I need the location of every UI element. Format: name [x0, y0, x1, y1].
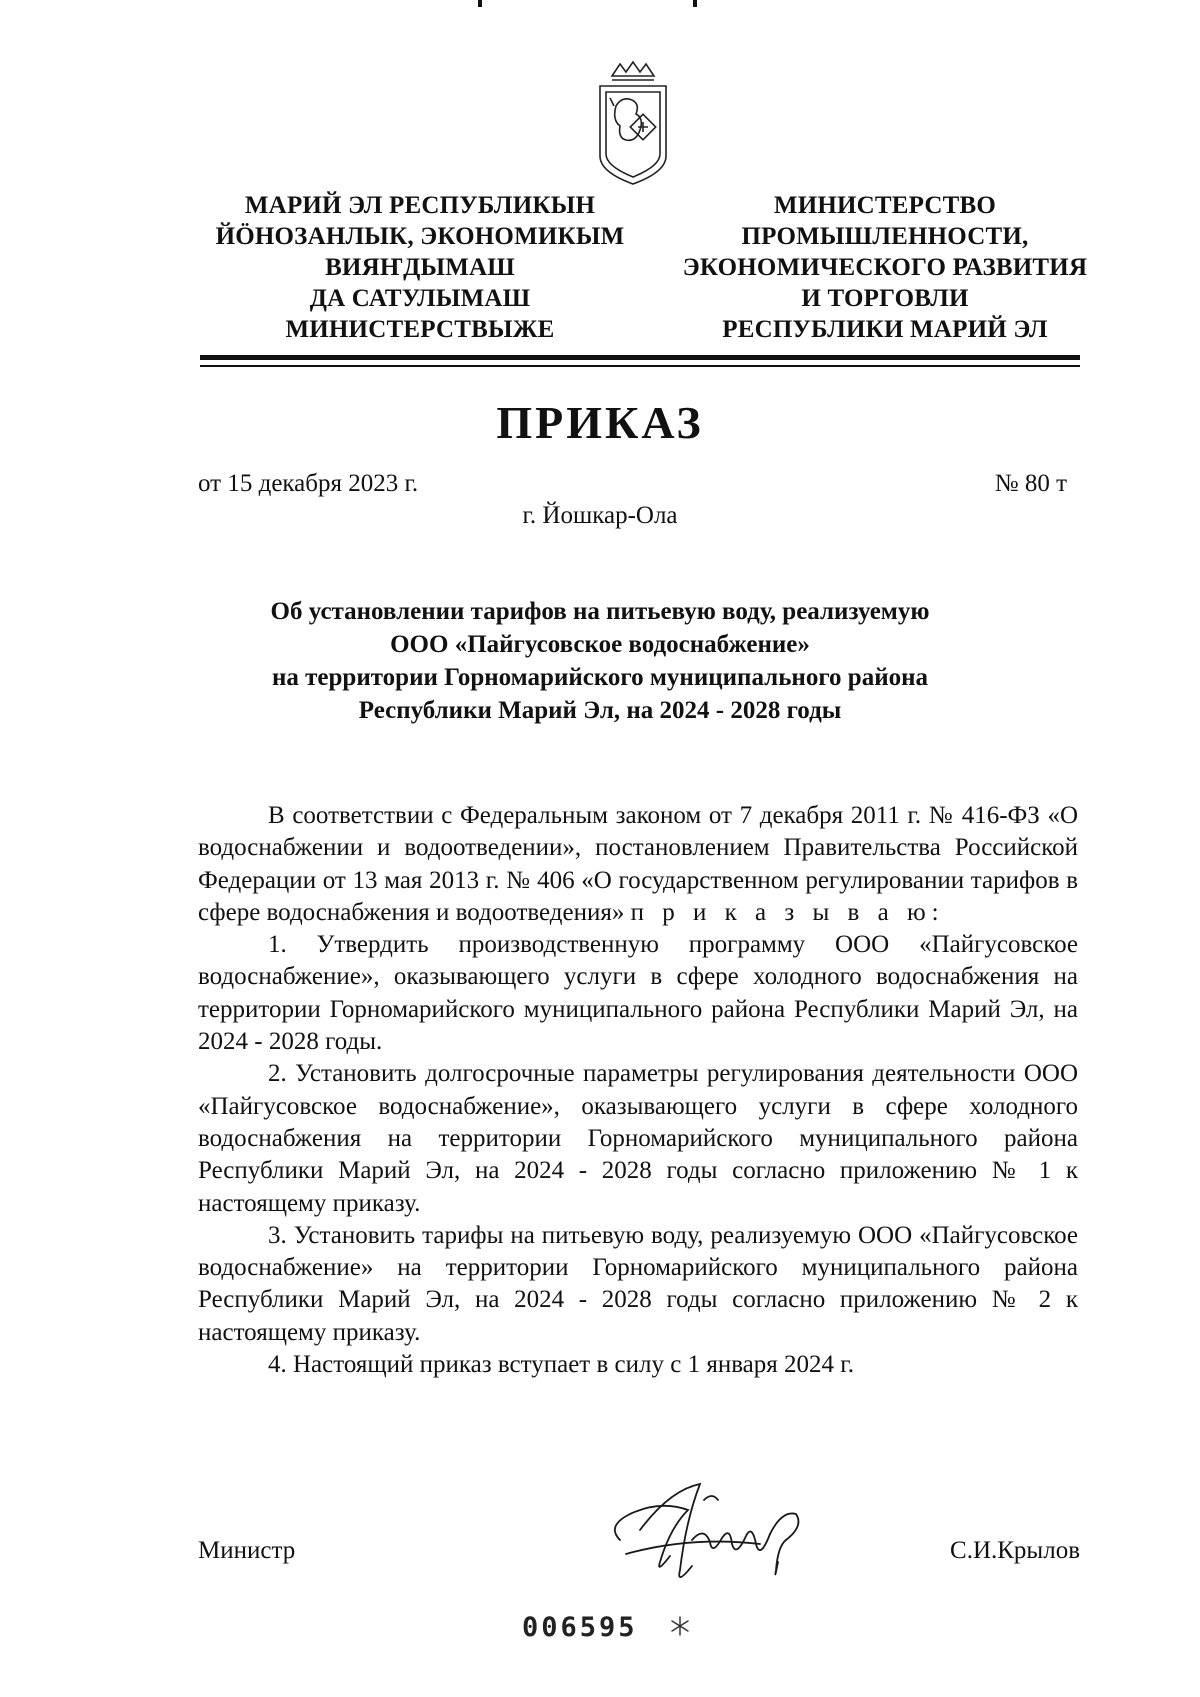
order-word: п р и к а з ы в а ю:: [630, 898, 945, 926]
document-body: [198, 800, 1078, 1381]
body-preamble: [198, 800, 1078, 929]
signatory-name: С.И.Крылов: [950, 1537, 1080, 1564]
document-city: г. Йошкар-Ола: [522, 502, 678, 529]
header-left-line: ДА САТУЛЫМАШ: [309, 285, 531, 312]
scan-top-marks: [0, 0, 1200, 12]
header-right-line: И ТОРГОВЛИ: [801, 285, 969, 312]
header-right-line: РЕСПУБЛИКИ МАРИЙ ЭЛ: [722, 316, 1048, 343]
body-item: 4. Настоящий приказ вступает в силу с 1 января 2024 г.: [268, 1351, 854, 1379]
body-item: 1. Утвердить производственную программу ООО «Пайгусовское водоснабжение», оказывающего услуги в сфере холодного водоснабжения на территории Горномарийского муниципального района Республики Марий Эл, на 2024 - 2028 годы.: [198, 931, 1078, 1056]
header-left-line: ЙÖНОЗАНЛЫК, ЭКОНОМИКЫМ: [215, 223, 625, 250]
coat-of-arms-icon: [590, 60, 676, 188]
header-left-line: ВИЯҤДЫМАШ: [325, 254, 515, 281]
handwritten-signature-icon: [600, 1470, 830, 1590]
header-right-line: МИНИСТЕРСТВО: [773, 192, 997, 219]
document-date: от 15 декабря 2023 г.: [198, 470, 419, 497]
header-left-line: МАРИЙ ЭЛ РЕСПУБЛИКЫН: [244, 192, 596, 219]
header-divider-thin: [200, 365, 1080, 367]
body-item: 2. Установить долгосрочные параметры регулирования деятельности ООО «Пайгусовское водоснабжение», оказывающего услуги в сфере холодного водоснабжения на территории Горномарийского муниципального района Республики Марий Эл, на 2024 - 2028 годы согласно приложению № 1 к настоящему приказу.: [198, 1060, 1078, 1217]
subject-line: на территории Горномарийского муниципального района: [271, 664, 929, 691]
subject-line: Республики Марий Эл, на 2024 - 2028 годы: [358, 697, 842, 724]
header-left-line: МИНИСТЕРСТВЫЖЕ: [285, 316, 555, 343]
document-subject: [170, 595, 1030, 727]
subject-line: ООО «Пайгусовское водоснабжение»: [390, 631, 810, 658]
header-right-line: ЭКОНОМИЧЕСКОГО РАЗВИТИЯ: [682, 254, 1088, 281]
header-right-ministry-ru: [655, 190, 1115, 345]
serial-number: 006595: [522, 1612, 638, 1643]
body-item: 3. Установить тарифы на питьевую воду, реализуемую ООО «Пайгусовское водоснабжение» на территории Горномарийского муниципального района Республики Марий Эл, на 2024 - 2028 годы согласно приложению № 2 к настоящему приказу.: [198, 1221, 1078, 1346]
preamble-text: В соответствии с Федеральным законом от 7 декабря 2011 г. № 416-ФЗ «О водоснабжении и водоотведении», постановлением Правительства Российской Федерации от 13 мая 2013 г. № 406 «О государственном регулировании тарифов в сфере водоснабжения и водоотведения»: [198, 802, 1078, 926]
subject-line: Об установлении тарифов на питьевую воду, реализуемую: [270, 598, 930, 625]
header-left-ministry-mari: [200, 190, 640, 345]
asterisk-mark-icon: [668, 1614, 692, 1638]
document-title: ПРИКАЗ: [496, 397, 704, 448]
header-divider-thick: [200, 355, 1080, 360]
document-number: № 80 т: [994, 470, 1067, 497]
header-right-line: ПРОМЫШЛЕННОСТИ,: [741, 223, 1029, 250]
signatory-role: Министр: [198, 1537, 296, 1564]
